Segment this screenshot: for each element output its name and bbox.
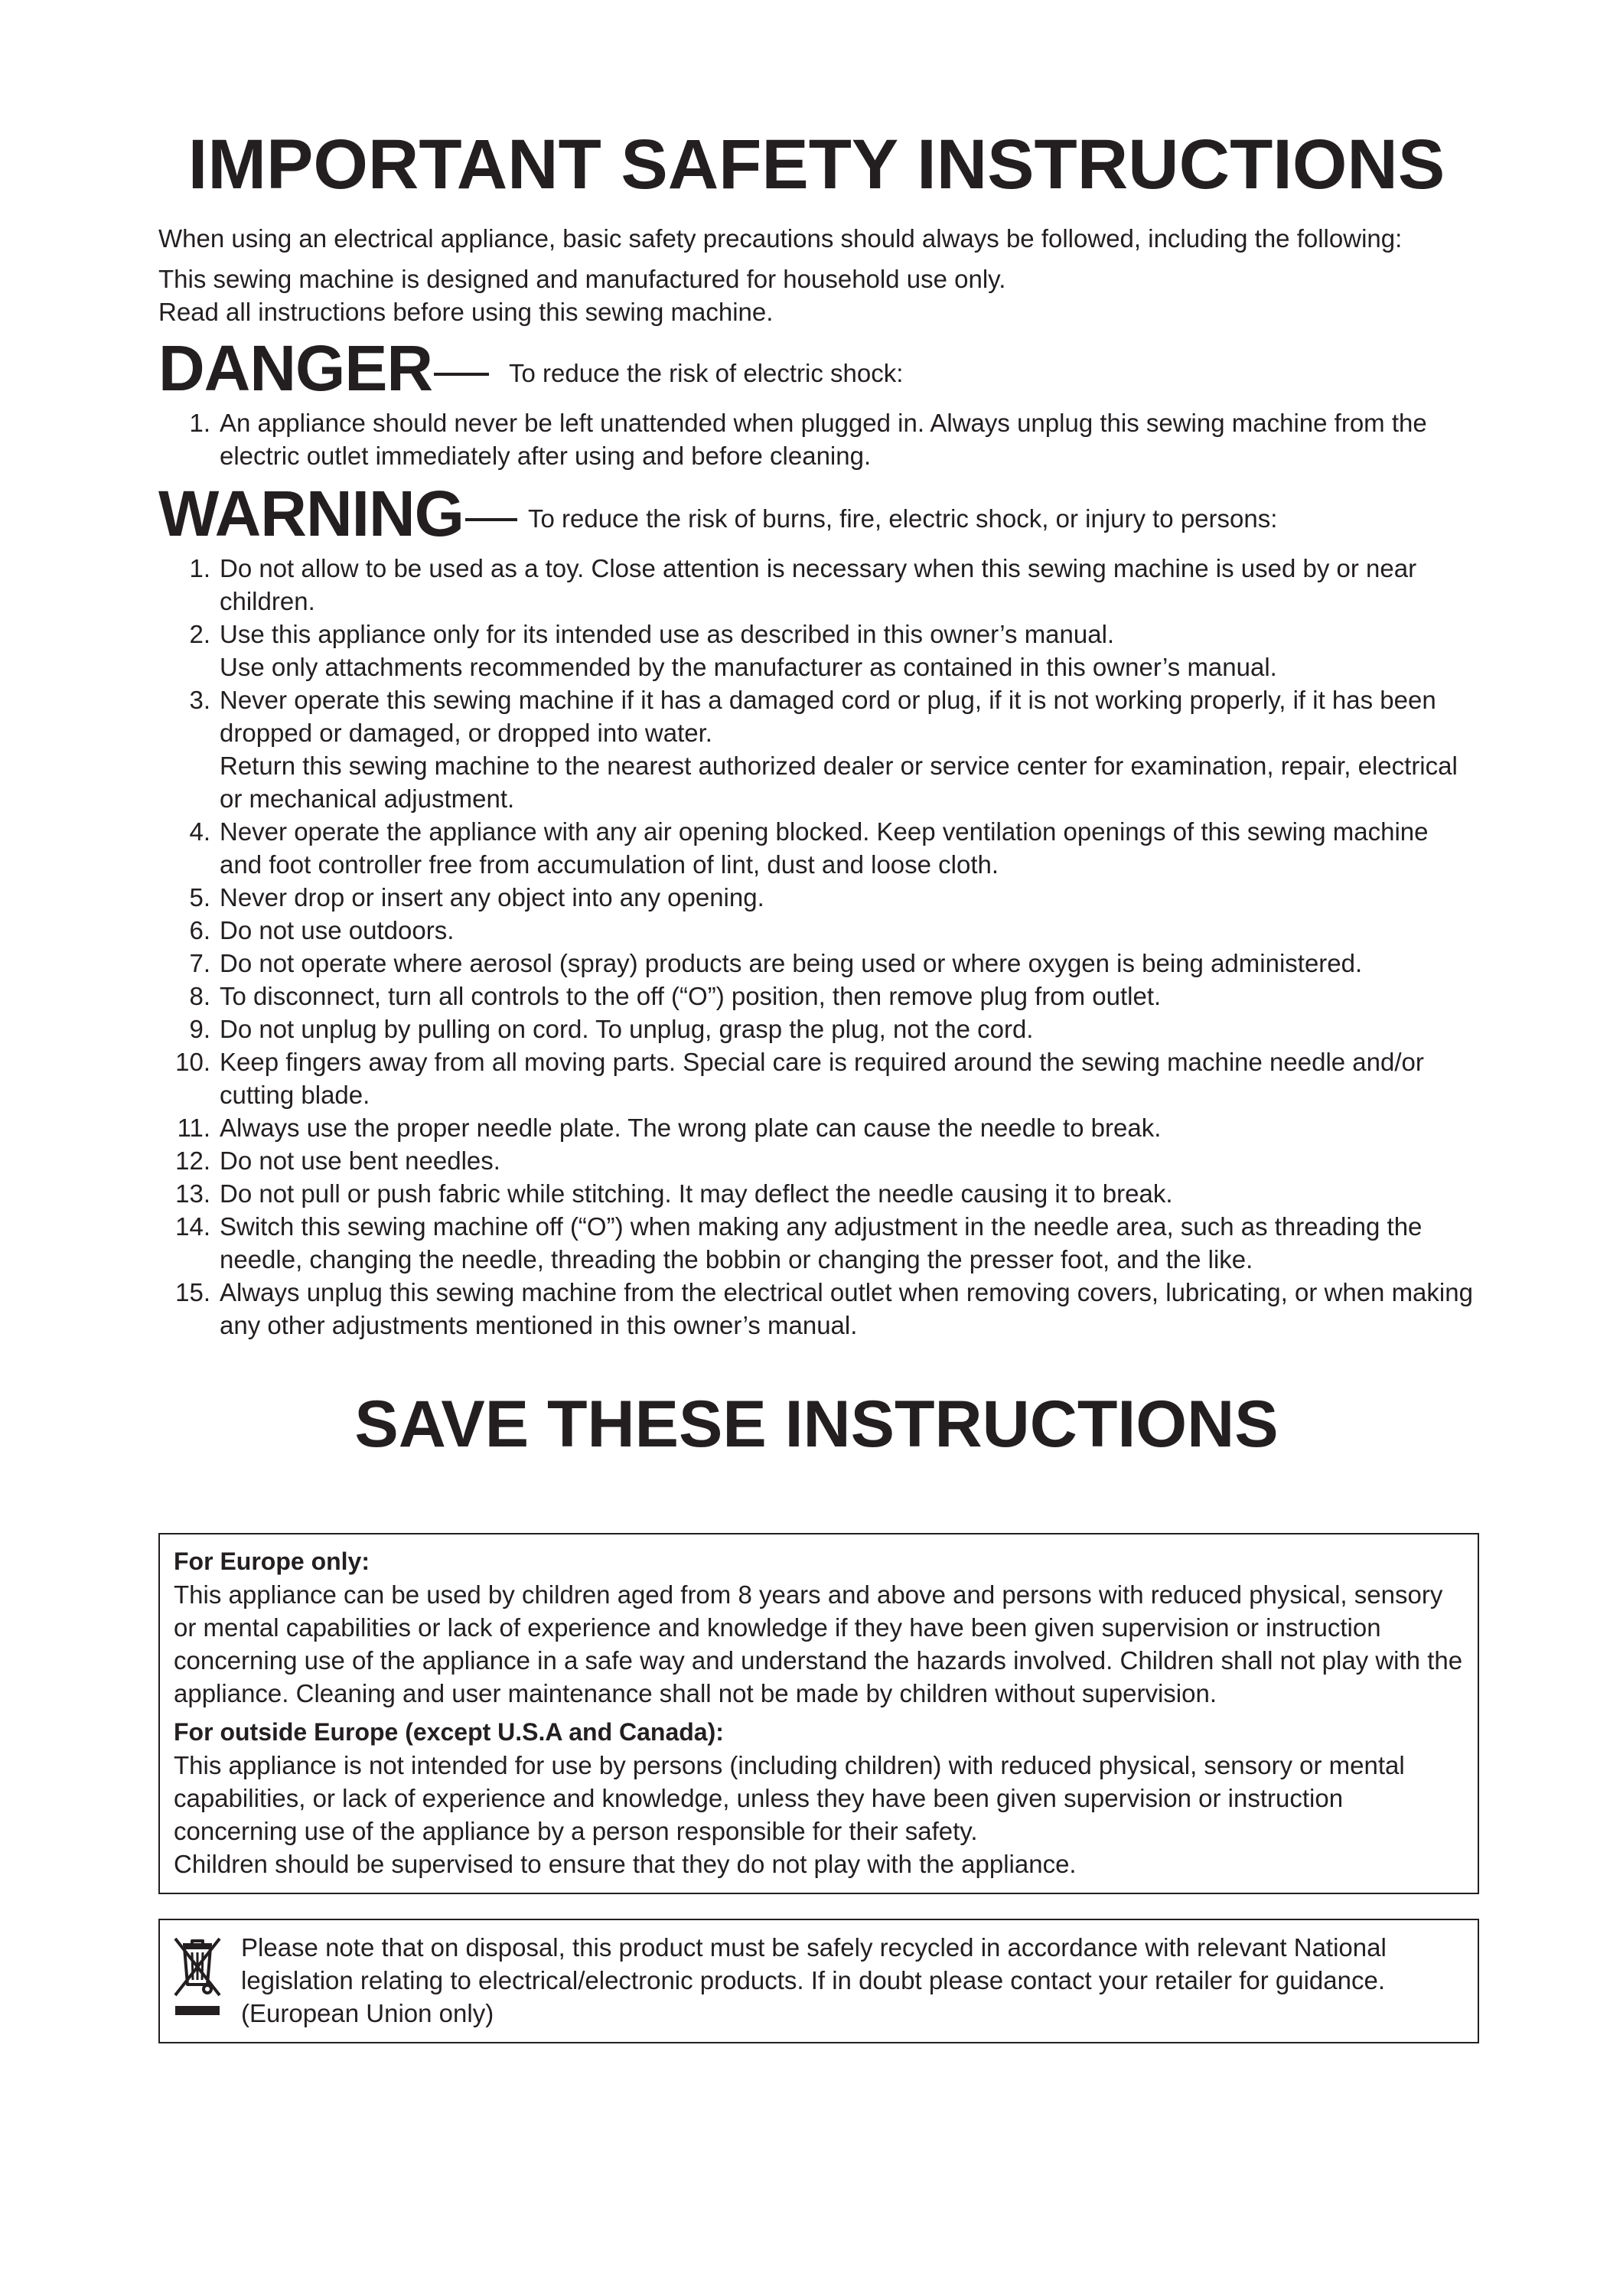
- item-number: 10.: [175, 1048, 210, 1076]
- list-item: [158, 683, 1475, 815]
- outside-europe-body: This appliance is not intended for use by persons (including children) with reduced physical, sensory or mental capabilities, or lack of experience and knowledge, unless they have been given supervision or instruction concerning use of the appliance by a person responsible for their safety. Children should be supervised to ensure that they do not play with the appliance.: [174, 1751, 1405, 1878]
- item-number: 15.: [175, 1278, 210, 1306]
- list-item: [158, 1210, 1475, 1276]
- list-item: [158, 881, 1475, 914]
- page-title: IMPORTANT SAFETY INSTRUCTIONS: [187, 126, 1445, 204]
- item-text: Do not allow to be used as a toy. Close attention is necessary when this sewing machine is used by or near children.: [220, 554, 1417, 615]
- list-item: [158, 406, 1475, 472]
- read-instructions-line: Read all instructions before using this sewing machine.: [158, 298, 774, 326]
- danger-subtitle: To reduce the risk of electric shock:: [509, 359, 904, 387]
- list-item: [158, 618, 1475, 683]
- item-text: Do not use bent needles.: [220, 1146, 500, 1175]
- item-number: 3.: [189, 686, 210, 714]
- list-item: [158, 1013, 1475, 1045]
- disposal-text: Please note that on disposal, this product must be safely recycled in accordance with relevant National legislation relating to electrical/electronic products. If in doubt please contact your retailer for guidance. (European Union only): [241, 1933, 1387, 2027]
- safety-instructions-page: [158, 122, 1475, 2043]
- list-item: [158, 815, 1475, 881]
- warning-list: [158, 552, 1475, 1342]
- list-item: [158, 947, 1475, 980]
- item-number: 14.: [175, 1212, 210, 1241]
- item-text: Always unplug this sewing machine from the electrical outlet when removing covers, lubricating, or when making any other adjustments mentioned in this owner’s manual.: [220, 1278, 1473, 1339]
- item-number: 9.: [189, 1015, 210, 1043]
- list-item: [158, 1276, 1475, 1342]
- outside-europe-heading: For outside Europe (except U.S.A and Canada):: [174, 1718, 724, 1746]
- item-text: Never operate the appliance with any air opening blocked. Keep ventilation openings of this sewing machine and foot controller free from accumulation of lint, dust and loose cloth.: [220, 817, 1429, 879]
- danger-heading: [158, 332, 1475, 404]
- item-text: Use this appliance only for its intended use as described in this owner’s manual. Use only attachments recommended by the manufacturer as contained in this owner’s manual.: [220, 620, 1277, 681]
- warning-dash: [465, 518, 517, 521]
- item-number: 13.: [175, 1179, 210, 1208]
- list-item: [158, 1045, 1475, 1111]
- item-number: 7.: [189, 949, 210, 977]
- warning-word: WARNING: [158, 478, 464, 550]
- intro-paragraph: When using an electrical appliance, basic safety precautions should always be followed, including the following:: [158, 224, 1403, 253]
- item-text: To disconnect, turn all controls to the off (“O”) position, then remove plug from outlet.: [220, 982, 1162, 1010]
- list-item: [158, 1144, 1475, 1177]
- household-use-block: [158, 263, 1475, 328]
- age-restriction-notice: [158, 1533, 1479, 1894]
- list-item: [158, 914, 1475, 947]
- item-number: 6.: [189, 916, 210, 944]
- item-text: Never drop or insert any object into any opening.: [220, 883, 764, 912]
- list-item: [158, 1111, 1475, 1144]
- item-number: 2.: [189, 620, 210, 648]
- item-number: 5.: [189, 883, 210, 912]
- item-text: Switch this sewing machine off (“O”) when making any adjustment in the needle area, such as threading the needle, changing the needle, threading the bobbin or changing the presser foot, and the like.: [220, 1212, 1423, 1274]
- item-number: 12.: [175, 1146, 210, 1175]
- item-text: Always use the proper needle plate. The wrong plate can cause the needle to break.: [220, 1114, 1162, 1142]
- europe-heading: For Europe only:: [174, 1548, 370, 1575]
- danger-word: DANGER: [158, 332, 433, 404]
- list-item: [158, 980, 1475, 1013]
- europe-body: This appliance can be used by children aged from 8 years and above and persons with reduced physical, sensory or mental capabilities or lack of experience and knowledge if they have been given supervision or instruction concerning use of the appliance in a safe way and understand the hazards involved. Children shall not play with the appliance. Cleaning and user maintenance shall not be made by children without supervision.: [174, 1580, 1463, 1707]
- item-text: An appliance should never be left unattended when plugged in. Always unplug this sewing machine from the electric outlet immediately after using and before cleaning.: [220, 409, 1427, 470]
- item-number: 1.: [189, 554, 210, 582]
- warning-heading: [158, 478, 1475, 550]
- item-text: Do not unplug by pulling on cord. To unplug, grasp the plug, not the cord.: [220, 1015, 1034, 1043]
- item-text: Do not operate where aerosol (spray) products are being used or where oxygen is being administered.: [220, 949, 1363, 977]
- household-use-line: This sewing machine is designed and manufactured for household use only.: [158, 265, 1006, 293]
- crossed-out-wheelie-bin-icon: [171, 1934, 224, 2020]
- item-number: 1.: [189, 409, 210, 437]
- list-item: [158, 1177, 1475, 1210]
- item-number: 11.: [177, 1114, 210, 1142]
- item-number: 8.: [189, 982, 210, 1010]
- item-text: Never operate this sewing machine if it has a damaged cord or plug, if it is not working properly, if it has been dropped or damaged, or dropped into water. Return this sewing machine to the nearest authorized dealer or service center for examination, repair, electrical or mechanical adjustment.: [220, 686, 1458, 813]
- item-text: Keep fingers away from all moving parts. Special care is required around the sewing machine needle and/or cutting blade.: [220, 1048, 1424, 1109]
- item-number: 4.: [189, 817, 210, 846]
- item-text: Do not pull or push fabric while stitching. It may deflect the needle causing it to break.: [220, 1179, 1173, 1208]
- danger-list: [158, 406, 1475, 472]
- disposal-notice: [158, 1919, 1479, 2043]
- save-instructions-title: SAVE THESE INSTRUCTIONS: [354, 1388, 1279, 1461]
- warning-subtitle: To reduce the risk of burns, fire, electric shock, or injury to persons:: [527, 504, 1278, 533]
- item-text: Do not use outdoors.: [220, 916, 455, 944]
- list-item: [158, 552, 1475, 618]
- danger-dash: [434, 373, 489, 376]
